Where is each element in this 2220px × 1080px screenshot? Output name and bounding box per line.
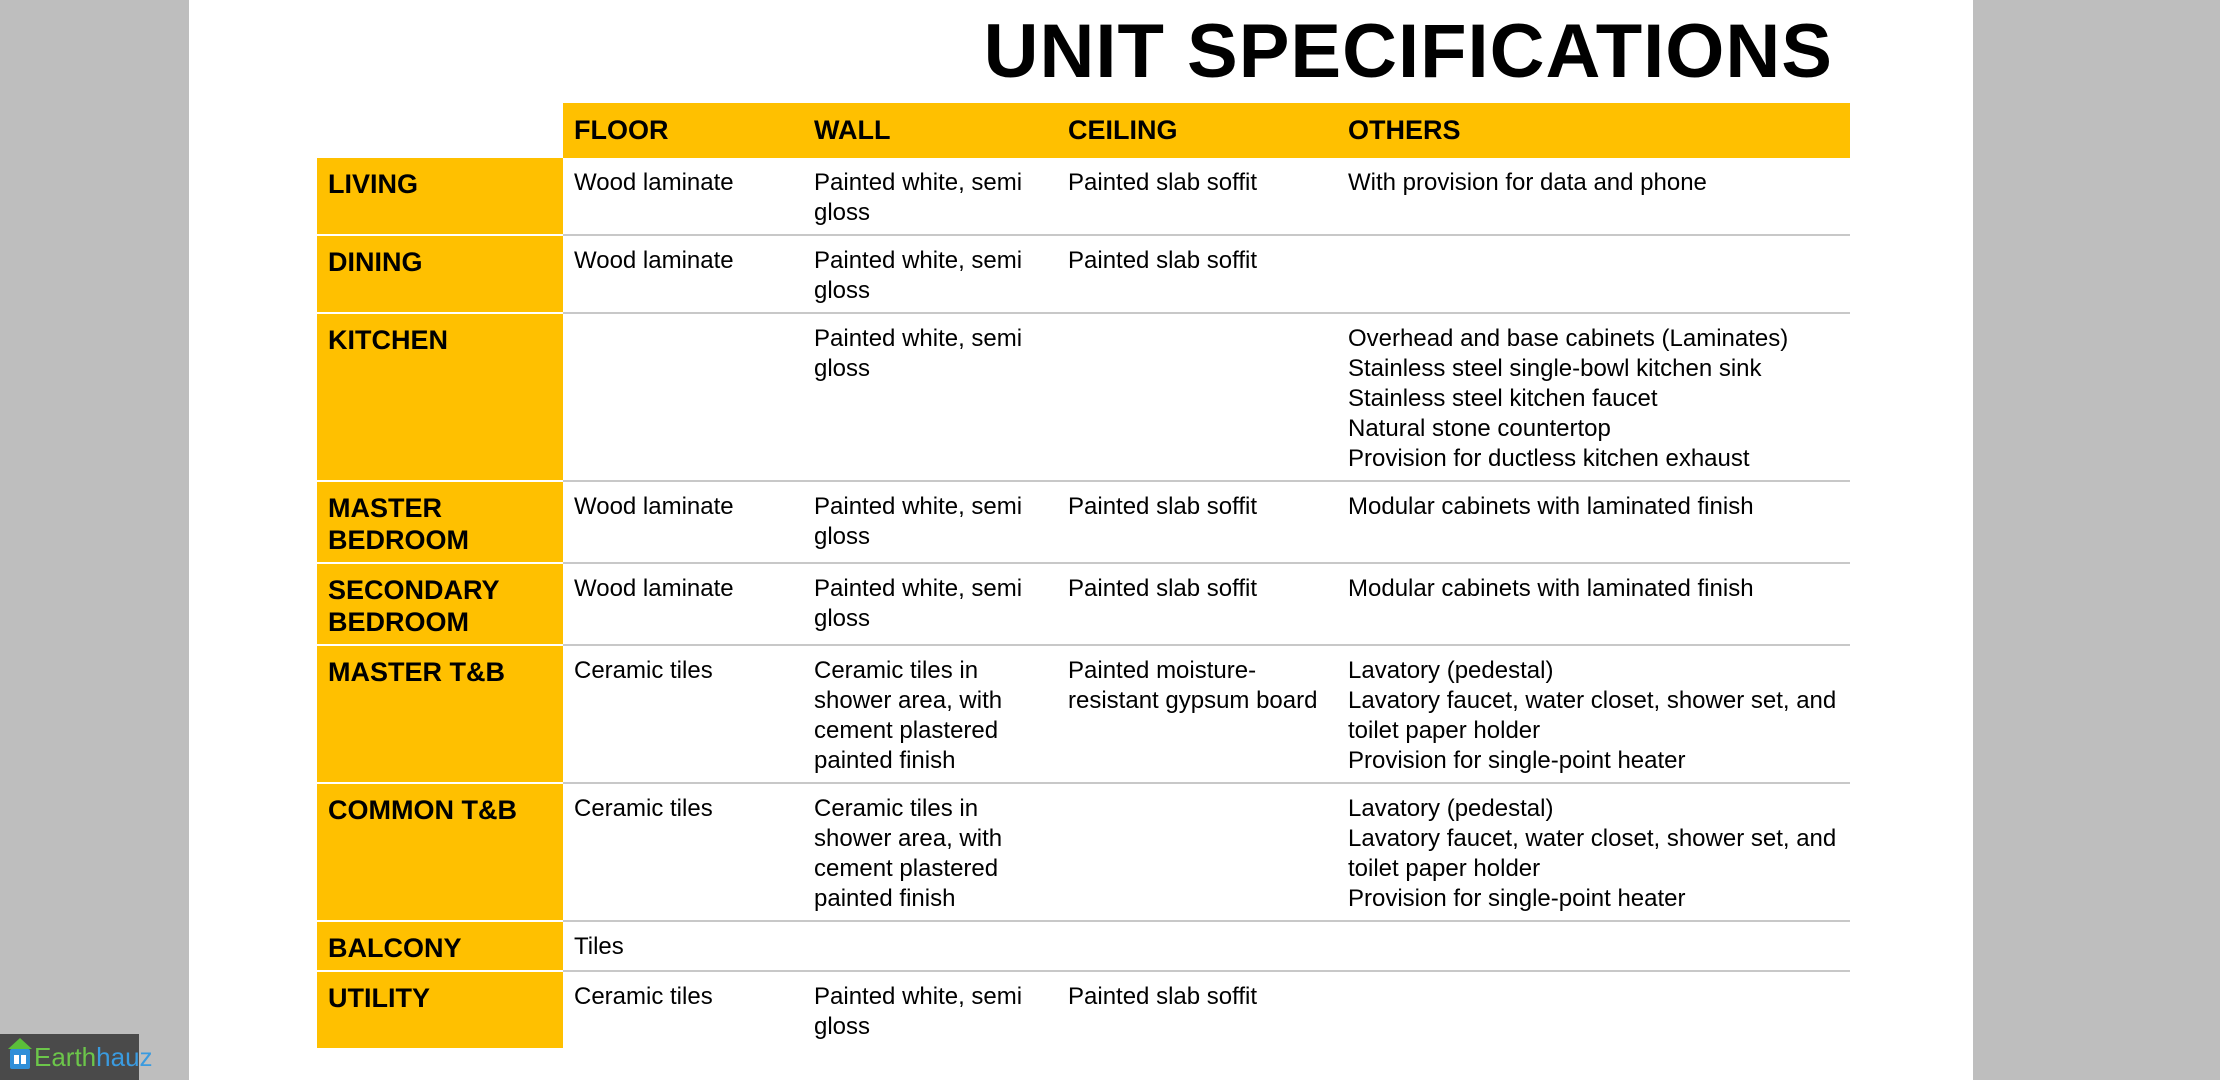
- wall-cell: Painted white, semi gloss: [803, 563, 1057, 645]
- header-row: [317, 103, 1850, 158]
- table-row: [317, 158, 1850, 235]
- floor-cell: Ceramic tiles: [563, 645, 803, 783]
- ceiling-cell: Painted moisture-resistant gypsum board: [1057, 645, 1337, 783]
- others-cell: [1337, 971, 1850, 1048]
- table-row: [317, 235, 1850, 313]
- wall-cell: Ceramic tiles in shower area, with cement plastered painted finish: [803, 645, 1057, 783]
- others-cell: [1337, 235, 1850, 313]
- table-row: [317, 313, 1850, 481]
- others-line: Provision for ductless kitchen exhaust: [1348, 445, 1750, 472]
- header-floor: FLOOR: [563, 103, 803, 158]
- others-line: Stainless steel kitchen faucet: [1348, 385, 1658, 412]
- others-line: Provision for single-point heater: [1348, 747, 1686, 774]
- floor-cell: Ceramic tiles: [563, 783, 803, 921]
- others-cell: [1337, 645, 1850, 783]
- building-icon: [10, 1049, 30, 1069]
- wall-cell: Painted white, semi gloss: [814, 983, 1023, 1040]
- others-line: Provision for single-point heater: [1348, 885, 1686, 912]
- spec-table: [317, 103, 1850, 1048]
- others-cell: [1337, 783, 1850, 921]
- header-blank: [317, 103, 563, 158]
- table-row: [317, 645, 1850, 783]
- table-row: [317, 971, 1850, 1048]
- wall-cell: Painted white, semi gloss: [803, 481, 1057, 563]
- table-row: [317, 481, 1850, 563]
- room-name: KITCHEN: [317, 313, 563, 481]
- earthhauz-logo: [0, 1034, 153, 1080]
- document-page: [189, 0, 1973, 1080]
- wall-cell: Ceramic tiles in shower area, with cement plastered painted finish: [803, 783, 1057, 921]
- others-cell: [1337, 563, 1850, 645]
- others-line: Lavatory faucet, water closet, shower set, and toilet paper holder: [1348, 687, 1837, 744]
- room-name: UTILITY: [317, 971, 563, 1048]
- ceiling-cell: [1057, 921, 1337, 971]
- table-row: [317, 563, 1850, 645]
- house-roof-icon: [8, 1038, 32, 1049]
- others-cell: [1337, 313, 1850, 481]
- room-name: COMMON T&B: [317, 783, 563, 921]
- floor-cell: Wood laminate: [563, 563, 803, 645]
- others-line: Natural stone countertop: [1348, 415, 1611, 442]
- others-cell: [1337, 158, 1850, 235]
- others-line: With provision for data and phone: [1348, 169, 1707, 196]
- header-others: OTHERS: [1337, 103, 1850, 158]
- wall-cell: Painted white, semi gloss: [803, 158, 1057, 235]
- others-cell: [1337, 481, 1850, 563]
- ceiling-cell: [1057, 783, 1337, 921]
- wall-cell: Painted white, semi gloss: [803, 313, 1057, 481]
- room-name: MASTER BEDROOM: [317, 481, 563, 563]
- others-line: Modular cabinets with laminated finish: [1348, 575, 1754, 602]
- floor-cell: Wood laminate: [563, 158, 803, 235]
- wall-cell: Painted white, semi gloss: [803, 235, 1057, 313]
- page-title: UNIT SPECIFICATIONS: [983, 9, 1833, 94]
- others-line: Lavatory faucet, water closet, shower set, and toilet paper holder: [1348, 825, 1837, 882]
- ceiling-cell: [1057, 313, 1337, 481]
- ceiling-cell: Painted slab soffit: [1057, 481, 1337, 563]
- room-name: MASTER T&B: [317, 645, 563, 783]
- table-row: [317, 921, 1850, 971]
- room-name: BALCONY: [317, 921, 563, 971]
- others-line: Lavatory (pedestal): [1348, 795, 1554, 822]
- floor-cell: Tiles: [563, 921, 803, 971]
- others-line: Overhead and base cabinets (Laminates): [1348, 325, 1789, 352]
- ceiling-cell: Painted slab soffit: [1068, 983, 1258, 1010]
- ceiling-cell: Painted slab soffit: [1057, 563, 1337, 645]
- ceiling-cell: Painted slab soffit: [1057, 235, 1337, 313]
- header-ceiling: CEILING: [1057, 103, 1337, 158]
- floor-cell: Ceramic tiles: [574, 983, 713, 1010]
- table-row: [317, 783, 1850, 921]
- floor-cell: Wood laminate: [563, 235, 803, 313]
- floor-cell: Wood laminate: [563, 481, 803, 563]
- ceiling-cell: Painted slab soffit: [1057, 158, 1337, 235]
- floor-cell: [563, 313, 803, 481]
- others-line: Modular cabinets with laminated finish: [1348, 493, 1754, 520]
- room-name: DINING: [317, 235, 563, 313]
- wall-cell: [803, 921, 1057, 971]
- others-cell: [1337, 921, 1850, 971]
- others-line: Lavatory (pedestal): [1348, 657, 1554, 684]
- header-wall: WALL: [803, 103, 1057, 158]
- logo-text: Earthhauz: [34, 1042, 153, 1072]
- room-name: SECONDARY BEDROOM: [317, 563, 563, 645]
- others-line: Stainless steel single-bowl kitchen sink: [1348, 355, 1762, 382]
- room-name: LIVING: [317, 158, 563, 235]
